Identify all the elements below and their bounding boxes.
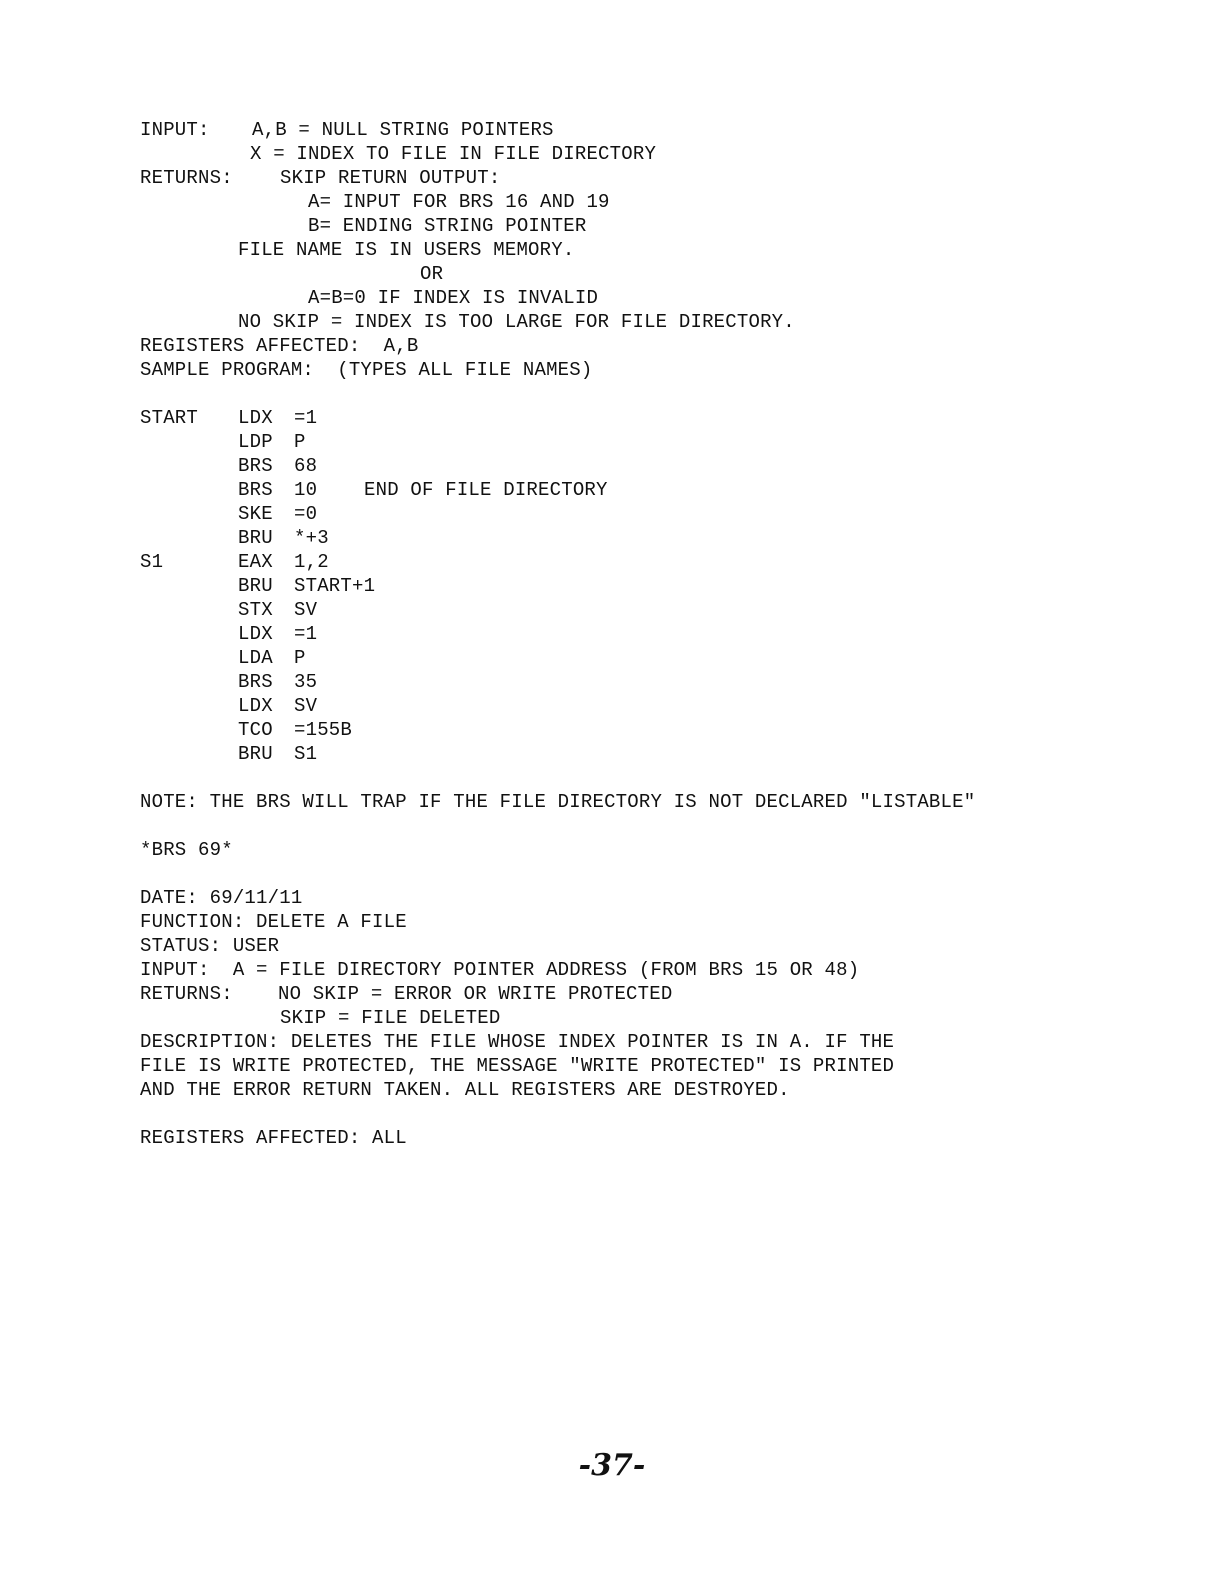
program-line xyxy=(140,742,1200,766)
program-line xyxy=(140,526,1200,550)
program-listing xyxy=(140,406,1200,766)
date-text: DATE: 69/11/11 xyxy=(140,887,303,909)
program-arg: 68 xyxy=(294,455,318,477)
program-arg: =155B xyxy=(294,719,353,741)
function-line xyxy=(140,910,1200,934)
program-line xyxy=(140,478,1200,502)
returns-line-6 xyxy=(140,310,1200,334)
blank-line xyxy=(140,382,1200,406)
blank-line xyxy=(140,766,1200,790)
brs69-returns-line-2 xyxy=(140,1006,1200,1030)
page-number: -37- xyxy=(578,1448,646,1483)
program-op: BRU xyxy=(238,575,273,597)
description-line-1 xyxy=(140,1030,1200,1054)
program-op: LDA xyxy=(238,647,273,669)
program-arg: SV xyxy=(294,599,318,621)
input-text-2: X = INDEX TO FILE IN FILE DIRECTORY xyxy=(250,143,657,165)
blank-line xyxy=(140,862,1200,886)
program-arg: SV xyxy=(294,695,318,717)
returns-line-3 xyxy=(140,214,1200,238)
program-arg: 35 xyxy=(294,671,318,693)
program-comment: END OF FILE DIRECTORY xyxy=(364,479,608,501)
program-arg: =0 xyxy=(294,503,318,525)
text-block xyxy=(140,118,1200,1150)
program-op: BRU xyxy=(238,527,273,549)
brs69-returns-line xyxy=(140,982,1200,1006)
brs69-input-line xyxy=(140,958,1200,982)
status-line xyxy=(140,934,1200,958)
brs69-returns-text-1: NO SKIP = ERROR OR WRITE PROTECTED xyxy=(278,983,673,1005)
returns-line-5 xyxy=(140,286,1200,310)
brs69-header: *BRS 69* xyxy=(140,839,233,861)
function-text: FUNCTION: DELETE A FILE xyxy=(140,911,407,933)
program-line xyxy=(140,622,1200,646)
brs69-header-line xyxy=(140,838,1200,862)
program-op: LDX xyxy=(238,695,273,717)
program-line xyxy=(140,670,1200,694)
program-op: BRU xyxy=(238,743,273,765)
program-op: BRS xyxy=(238,455,273,477)
date-line xyxy=(140,886,1200,910)
program-op: BRS xyxy=(238,671,273,693)
returns-line-2 xyxy=(140,190,1200,214)
input-line-2 xyxy=(140,142,1200,166)
input-line xyxy=(140,118,1200,142)
brs69-returns-text-2: SKIP = FILE DELETED xyxy=(280,1007,501,1029)
returns-text-5: A=B=0 IF INDEX IS INVALID xyxy=(308,287,599,309)
registers-affected: REGISTERS AFFECTED: A,B xyxy=(140,335,419,357)
sample-program-heading: SAMPLE PROGRAM: (TYPES ALL FILE NAMES) xyxy=(140,359,593,381)
program-label: START xyxy=(140,407,199,429)
program-arg: *+3 xyxy=(294,527,329,549)
returns-line xyxy=(140,166,1200,190)
program-op: EAX xyxy=(238,551,273,573)
program-label: S1 xyxy=(140,551,164,573)
program-op: BRS xyxy=(238,479,273,501)
brs69-registers-line xyxy=(140,1126,1200,1150)
program-arg: S1 xyxy=(294,743,318,765)
returns-text-1: SKIP RETURN OUTPUT: xyxy=(280,167,501,189)
description-line-2 xyxy=(140,1054,1200,1078)
input-text-1: A,B = NULL STRING POINTERS xyxy=(252,119,554,141)
program-line xyxy=(140,550,1200,574)
returns-text-3: B= ENDING STRING POINTER xyxy=(308,215,587,237)
registers-line xyxy=(140,334,1200,358)
program-line xyxy=(140,646,1200,670)
program-line xyxy=(140,454,1200,478)
program-arg: P xyxy=(294,647,306,669)
brs69-input-text: INPUT: A = FILE DIRECTORY POINTER ADDRESS (FROM BRS 15 OR 48) xyxy=(140,959,860,981)
brs69-returns-label: RETURNS: xyxy=(140,983,233,1005)
returns-line-or xyxy=(140,262,1200,286)
program-op: LDX xyxy=(238,623,273,645)
program-arg: P xyxy=(294,431,306,453)
brs69-registers-affected: REGISTERS AFFECTED: ALL xyxy=(140,1127,407,1149)
description-text-3: AND THE ERROR RETURN TAKEN. ALL REGISTERS ARE DESTROYED. xyxy=(140,1079,790,1101)
program-line xyxy=(140,694,1200,718)
program-line xyxy=(140,598,1200,622)
program-op: LDX xyxy=(238,407,273,429)
description-text-1: DESCRIPTION: DELETES THE FILE WHOSE INDEX POINTER IS IN A. IF THE xyxy=(140,1031,895,1053)
program-line xyxy=(140,430,1200,454)
program-arg: =1 xyxy=(294,623,318,645)
program-line xyxy=(140,718,1200,742)
program-line xyxy=(140,406,1200,430)
description-line-3 xyxy=(140,1078,1200,1102)
program-op: STX xyxy=(238,599,273,621)
returns-line-4 xyxy=(140,238,1200,262)
program-arg: 10 xyxy=(294,479,318,501)
program-op: TCO xyxy=(238,719,273,741)
returns-text-2: A= INPUT FOR BRS 16 AND 19 xyxy=(308,191,610,213)
returns-text-6: NO SKIP = INDEX IS TOO LARGE FOR FILE DIRECTORY. xyxy=(238,311,795,333)
note-line xyxy=(140,790,1200,814)
program-arg: =1 xyxy=(294,407,318,429)
program-op: SKE xyxy=(238,503,273,525)
input-label: INPUT: xyxy=(140,119,210,141)
program-arg: 1,2 xyxy=(294,551,329,573)
note-text: NOTE: THE BRS WILL TRAP IF THE FILE DIRECTORY IS NOT DECLARED "LISTABLE" xyxy=(140,791,976,813)
sample-line xyxy=(140,358,1200,382)
status-text: STATUS: USER xyxy=(140,935,280,957)
program-arg: START+1 xyxy=(294,575,376,597)
description-text-2: FILE IS WRITE PROTECTED, THE MESSAGE "WRITE PROTECTED" IS PRINTED xyxy=(140,1055,895,1077)
program-line xyxy=(140,574,1200,598)
returns-text-4: FILE NAME IS IN USERS MEMORY. xyxy=(238,239,575,261)
program-op: LDP xyxy=(238,431,273,453)
program-line xyxy=(140,502,1200,526)
returns-label: RETURNS: xyxy=(140,167,233,189)
blank-line xyxy=(140,814,1200,838)
returns-or: OR xyxy=(420,263,444,285)
blank-line xyxy=(140,1102,1200,1126)
